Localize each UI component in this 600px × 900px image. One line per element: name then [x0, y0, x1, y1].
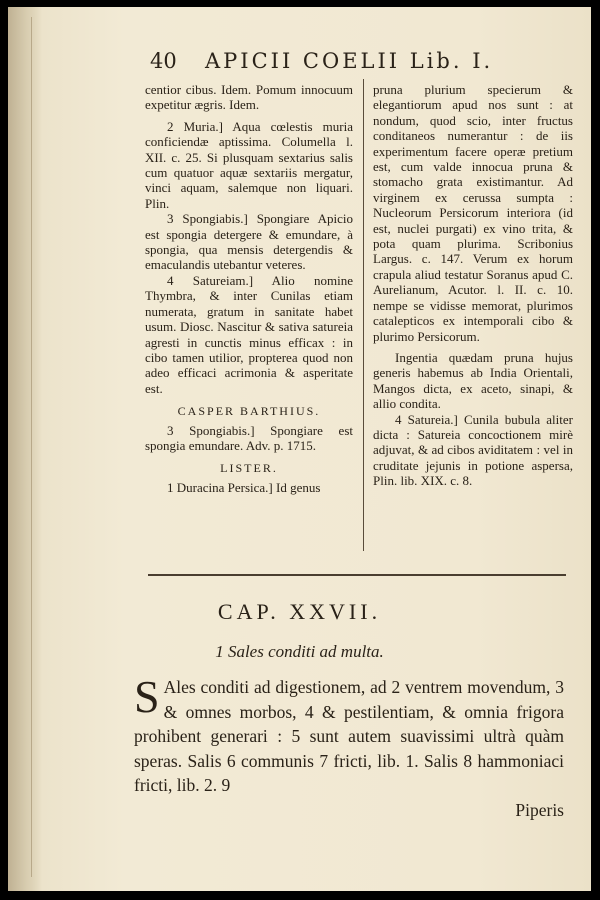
- gutter-crease: [31, 17, 32, 877]
- catchword: Piperis: [515, 799, 564, 820]
- note-satureiam: 4 Satureiam.] Alio nomine Thymbra, & inter Cunilas etiam numerata, gratum in sanitate habet usum. Diosc. Nascitur & sativa satureia agresti in cunctis minus efficax : in cibo tamen utilior, propterea quod non adeo efficaci acrimonia & asperitate est.: [145, 272, 353, 396]
- page-number: 40: [150, 49, 177, 73]
- chapter-subtitle: 1 Sales conditi ad multa.: [215, 642, 384, 661]
- running-title: APICII COELII Lib. I.: [205, 49, 494, 73]
- barthius-heading: CASPER BARTHIUS.: [177, 404, 321, 419]
- drop-cap: S: [134, 671, 160, 722]
- chapter-heading: CAP. XXVII.: [217, 599, 382, 624]
- book-page: [8, 7, 591, 891]
- chapter-text: [134, 671, 564, 798]
- page-gutter: [8, 7, 42, 891]
- left-column: [145, 82, 353, 495]
- lister-note: 1 Duracina Persica.] Id genus: [167, 479, 321, 495]
- chapter-text-body: Ales conditi ad digestionem, ad 2 ventrem movendum, 3 & omnes morbos, 4 & pestilentiam, & omnia frigora prohibent generari : 5 sunt autem suavissimi ultrà quàm speras. Salis 6 communis 7 fricti, lib. 1. Salis 8 hammoniaci fricti, lib. 2. 9: [134, 677, 564, 795]
- barthius-note: 3 Spongiabis.] Spongiare est spongia emundare. Adv. p. 1715.: [145, 422, 353, 453]
- right-column: [373, 82, 573, 489]
- note-satureia: 4 Satureia.] Cunila bubula aliter dicta : Satureia concoctionem mirè adjuvat, & ad cibos aviditatem : vel in cruditate jejunis in potione aspersa, Plin. lib. XIX. c. 8.: [373, 411, 573, 489]
- chapter-body: [134, 671, 564, 822]
- right-paragraph: pruna plurium specierum & elegantiorum apud nos sunt : at nondum, quod scio, inter fructus conditaneos numerantur : de iis experimentum facere operæ pretium est, cum valde innocua pruna & stomacho grata existimantur. Ad virginem ex cerussa sumpta : Nucleorum Persicorum interiora (id est, nuclei purgati) ex vino trita, & pota quam plurima. Scribonius Largus. c. 147. Verum ex horum crapula aliud testatur Soranus apud C. Aurelianum, Acutor. l. II. c. 10. nempe se vidisse memorat, plurimos catalepticos ex intemporali cibo & plurimo Persicorum.: [373, 82, 573, 344]
- column-divider: [363, 79, 364, 551]
- note-spongiabis: 3 Spongiabis.] Spongiare Apicio est spongia detergere & emundare, à spongia, qua mensis detergendis & emaculandis utebantur veteres.: [145, 211, 353, 273]
- left-paragraph: centior cibus. Idem. Pomum innocuum expetitur ægris. Idem.: [145, 82, 353, 113]
- section-rule: [148, 574, 566, 576]
- right-paragraph-mangos: Ingentia quædam pruna hujus generis habemus ab India Orientali, Mangos dicta, ex aceto, sinapi, & allio condita.: [373, 349, 573, 412]
- lister-heading: LISTER.: [220, 461, 278, 476]
- note-muria: 2 Muria.] Aqua cœlestis muria conficiendæ aptissima. Columella l. XII. c. 25. Si plusquam sextarius salis cum quatuor aquæ sextariis mergatur, vinci aquam, salemque non liquari. Plin.: [145, 118, 353, 211]
